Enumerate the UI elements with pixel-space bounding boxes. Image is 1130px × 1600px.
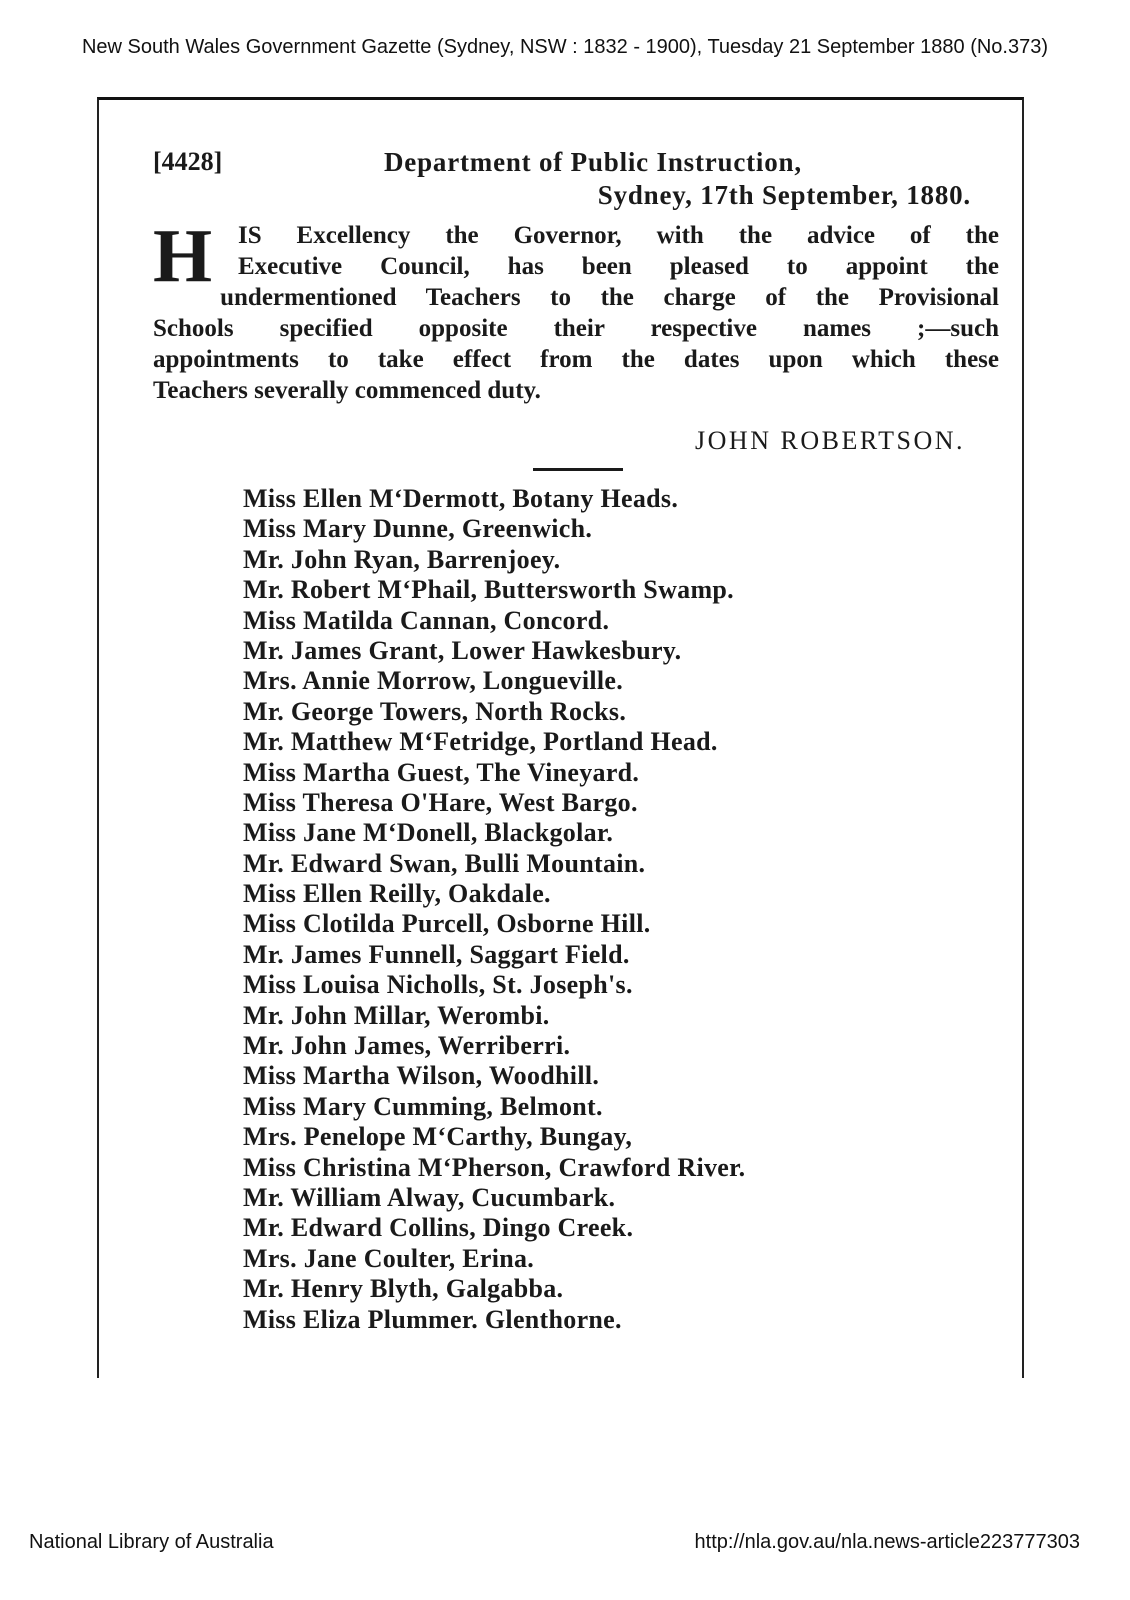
notice-number: [4428] — [153, 147, 223, 176]
body-line: Executive Council, has been pleased to appoint the — [238, 253, 999, 280]
separator-rule — [533, 468, 623, 471]
teacher-entry: Mr. Edward Swan, Bulli Mountain. — [243, 848, 646, 878]
teacher-entry: Miss Jane M‘Donell, Blackgolar. — [243, 818, 614, 848]
signature: JOHN ROBERTSON. — [695, 426, 965, 455]
teacher-entry: Miss Ellen M‘Dermott, Botany Heads. — [243, 484, 679, 513]
body-line: appointments to take effect from the dates upon which these — [153, 346, 999, 373]
teacher-entry: Miss Eliza Plummer. Glenthorne. — [243, 1304, 622, 1334]
teacher-entry: Miss Matilda Cannan, Concord. — [243, 605, 610, 635]
footer-url[interactable]: http://nla.gov.au/nla.news-article223777303 — [694, 1531, 1080, 1553]
teacher-entry: Miss Clotilda Purcell, Osborne Hill. — [243, 909, 651, 939]
department-heading: Department of Public Instruction, — [384, 147, 802, 177]
dateline: Sydney, 17th September, 1880. — [597, 180, 971, 210]
teacher-entry: Miss Martha Wilson, Woodhill. — [243, 1061, 600, 1091]
teacher-entry: Mrs. Penelope M‘Carthy, Bungay, — [243, 1122, 633, 1152]
teacher-entry: Mr. Henry Blyth, Galgabba. — [243, 1274, 564, 1304]
drop-cap: H — [153, 214, 213, 298]
teacher-entry: Mr. William Alway, Cucumbark. — [243, 1182, 616, 1212]
teacher-entry: Mr. Robert M‘Phail, Buttersworth Swamp. — [243, 575, 734, 605]
teacher-entry: Mr. George Towers, North Rocks. — [243, 696, 627, 726]
footer-source: National Library of Australia — [29, 1531, 274, 1553]
body-line: undermentioned Teachers to the charge of the Provisional — [220, 284, 999, 311]
teacher-list — [243, 484, 745, 1335]
teacher-entry: Mr. John Ryan, Barrenjoey. — [243, 544, 561, 574]
teacher-entry: Mrs. Annie Morrow, Longueville. — [243, 666, 624, 696]
teacher-entry: Miss Mary Cumming, Belmont. — [243, 1091, 603, 1121]
teacher-entry: Mr. John Millar, Werombi. — [243, 1000, 550, 1030]
teacher-entry: Miss Christina M‘Pherson, Crawford River. — [243, 1152, 746, 1182]
teacher-entry: Mrs. Jane Coulter, Erina. — [243, 1243, 535, 1273]
body-line: IS Excellency the Governor, with the advice of the — [238, 222, 999, 249]
gazette-clipping — [97, 97, 1024, 1378]
teacher-entry: Miss Martha Guest, The Vineyard. — [243, 757, 640, 787]
teacher-entry: Miss Theresa O'Hare, West Bargo. — [243, 787, 638, 817]
teacher-entry: Miss Mary Dunne, Greenwich. — [243, 514, 593, 544]
body-line: Teachers severally commenced duty. — [153, 377, 541, 404]
citation-header: New South Wales Government Gazette (Sydney, NSW : 1832 - 1900), Tuesday 21 September 1880 (No.373) — [81, 36, 1049, 58]
teacher-entry: Mr. Edward Collins, Dingo Creek. — [243, 1213, 634, 1243]
teacher-entry: Miss Ellen Reilly, Oakdale. — [243, 879, 551, 909]
teacher-entry: Mr. Matthew M‘Fetridge, Portland Head. — [243, 727, 718, 757]
teacher-entry: Miss Louisa Nicholls, St. Joseph's. — [243, 970, 633, 1000]
teacher-entry: Mr. John James, Werriberri. — [243, 1031, 571, 1061]
notice-body — [153, 214, 999, 406]
body-line: Schools specified opposite their respective names ;—such — [153, 315, 999, 342]
teacher-entry: Mr. James Grant, Lower Hawkesbury. — [243, 635, 682, 665]
teacher-entry: Mr. James Funnell, Saggart Field. — [243, 939, 630, 969]
